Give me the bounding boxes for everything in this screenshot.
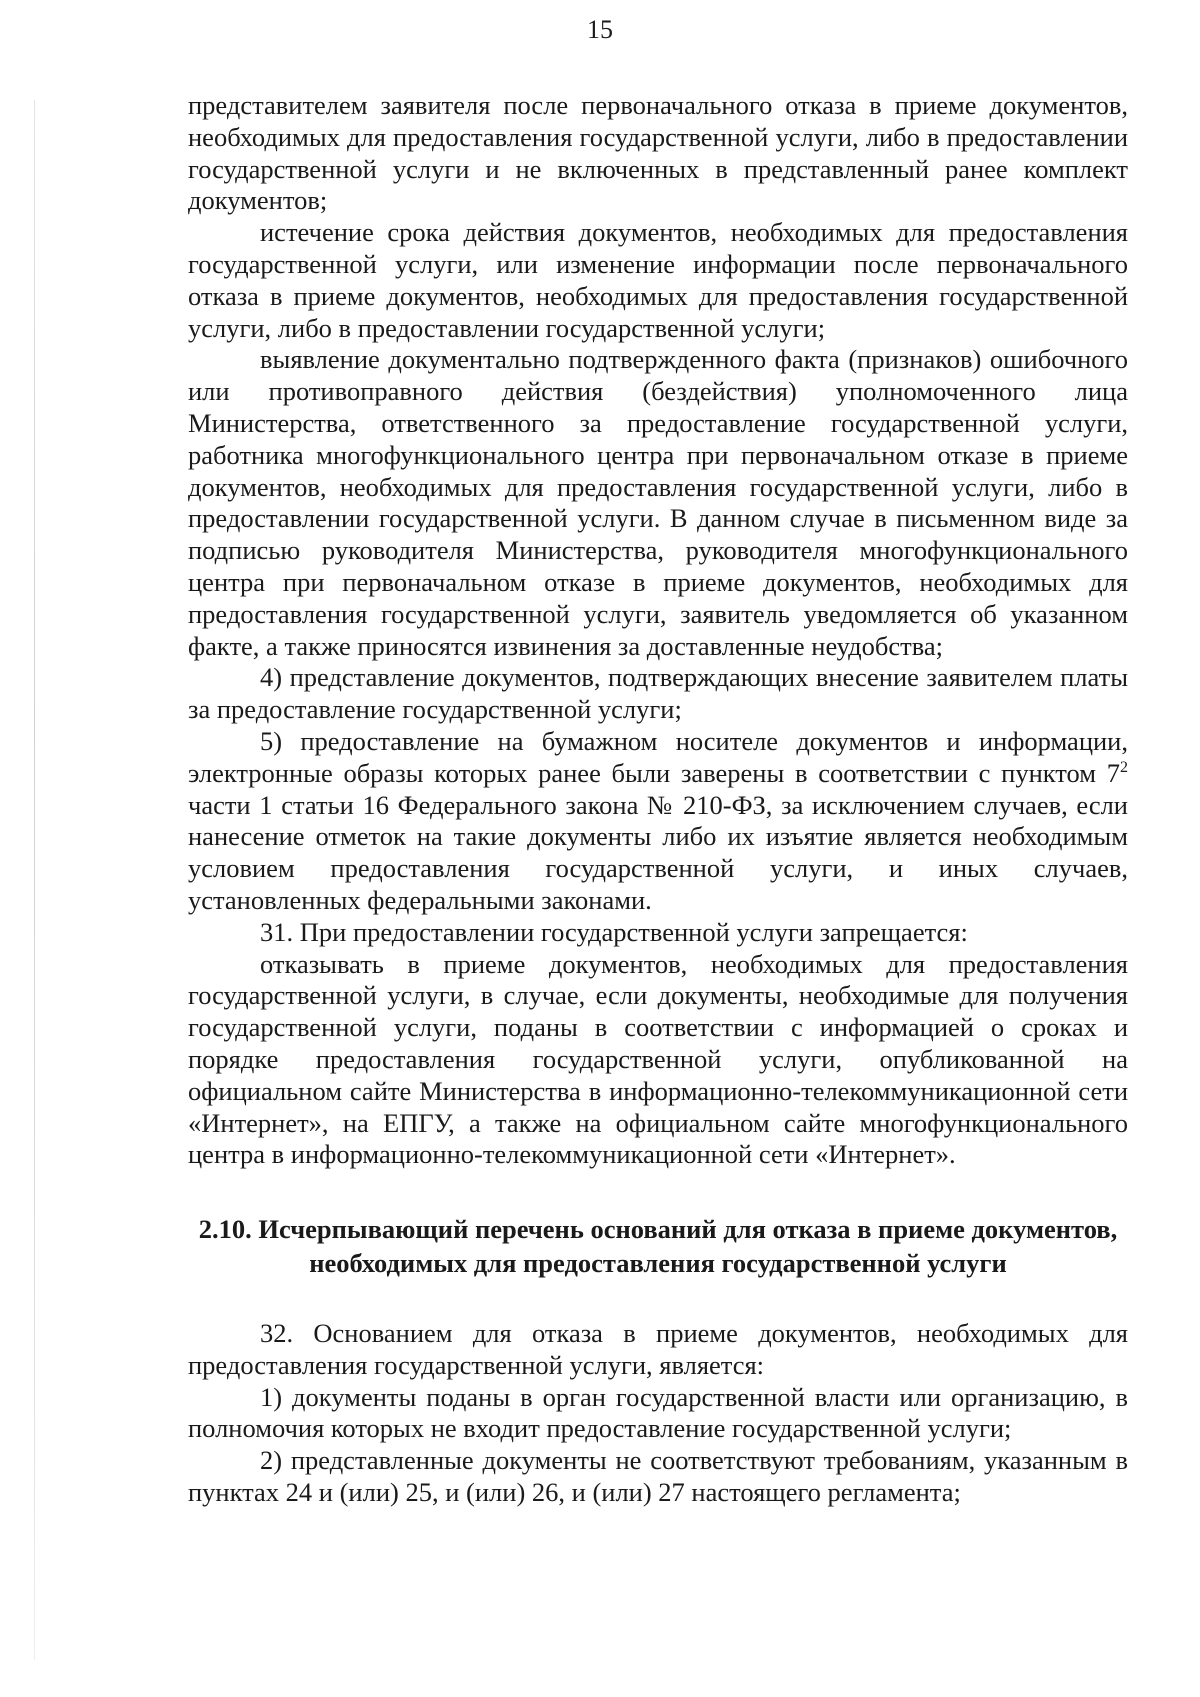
paragraph-item-4: 4) представление документов, подтверждающих внесение заявителем платы за предоставление государственной услуги; (188, 662, 1128, 725)
item-5-text-end: части 1 статьи 16 Федерального закона № 210-ФЗ, за исключением случаев, если нанесение отметок на такие документы либо их изъятие является необходимым условием предоставления государственной услуги, и иных случаев, установленных федеральными законами. (188, 789, 1128, 915)
document-body (188, 90, 1128, 1509)
paragraph-item-5 (188, 726, 1128, 917)
item-5-superscript: 2 (1120, 758, 1128, 776)
paragraph-prohibition: отказывать в приеме документов, необходимых для предоставления государственной услуги, в случае, если документы, необходимые для получения государственной услуги, поданы в соответствии с информацией о сроках и порядке предоставления государственной услуги, опубликованной на официальном сайте Министерства в информационно-телекоммуникационной сети «Интернет», на ЕПГУ, а также на официальном сайте многофункционального центра в информационно-телекоммуникационной сети «Интернет». (188, 948, 1128, 1170)
paragraph-continuation: представителем заявителя после первоначального отказа в приеме документов, необходимых для предоставления государственной услуги, либо в предоставлении государственной услуги и не включенных в представленный ранее комплект документов; (188, 90, 1128, 216)
paragraph-ground-2: 2) представленные документы не соответствуют требованиям, указанным в пунктах 24 и (или) 25, и (или) 26, и (или) 27 настоящего регламента; (188, 1445, 1128, 1508)
paragraph-ground-1: 1) документы поданы в орган государственной власти или организацию, в полномочия которых не входит предоставление государственной услуги; (188, 1381, 1128, 1444)
page-number: 15 (587, 15, 613, 44)
section-heading: 2.10. Исчерпывающий перечень оснований для отказа в приеме документов, необходимых для предоставления государственной услуги (198, 1214, 1118, 1279)
scan-edge-line (34, 100, 35, 1660)
paragraph-clause-31: 31. При предоставлении государственной услуги запрещается: (260, 916, 968, 947)
paragraph-clause-32: 32. Основанием для отказа в приеме документов, необходимых для предоставления государственной услуги, является: (188, 1318, 1128, 1380)
item-5-text-start: 5) предоставление на бумажном носителе документов и информации, электронные образы которых ранее были заверены в соответствии с пунктом 7 (188, 725, 1128, 788)
paragraph-expiry: истечение срока действия документов, необходимых для предоставления государственной услуги, или изменение информации после первоначального отказа в приеме документов, необходимых для предоставления государственной услуги, либо в предоставлении государственной услуги; (188, 217, 1128, 343)
paragraph-error-detection: выявление документально подтвержденного факта (признаков) ошибочного или противоправного действия (бездействия) уполномоченного лица Министерства, ответственного за предоставление государственной услуги, работника многофункционального центра при первоначальном отказе в приеме документов, необходимых для предоставления государственной услуги, либо в предоставлении государственной услуги. В данном случае в письменном виде за подписью руководителя Министерства, руководителя многофункционального центра при первоначальном отказе в приеме документов, необходимых для предоставления государственной услуги, заявитель уведомляется об указанном факте, а также приносятся извинения за доставленные неудобства; (188, 344, 1128, 661)
